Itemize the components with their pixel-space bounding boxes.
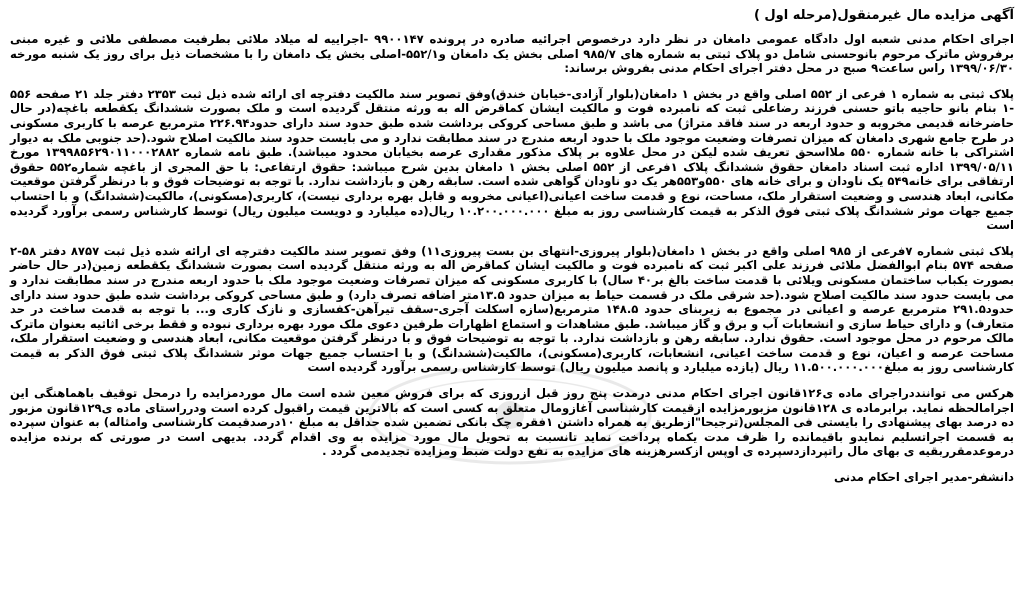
terms-paragraph: هرکس می تواننددراجرای ماده ی۱۲۶قانون اجرای احکام مدنی درمدت پنج روز قبل ازروزی که برای فروش معین شده است مال موردمزایده را درمحل توقیف باهماهنگی این اجرامالحظه نماید. برابرماده ی ۱۲۸قانون مزبورمزایده ازقیمت کارشناسی آغازومال متعلق به کسی است که بالاترین قیمت راقبول کرده است ودرراستای ماده ی۱۲۹قانون مزبور ده درصد بهای پیشنهادی را بایستی فی المجلس(ترجیحا"ازطریق به همراه داشتن ۱فقره چک بانکی تضمین شده حداقل به مبلغ ۱۰درصدقیمت کارشناسی وامثاله) به عنوان سپرده به قسمت اجراتسلیم نمایدو باقیمانده را ظرف مدت یکماه پرداخت نماید تانسبت به تحویل مال مورد مزایده به وی اقدام گردد. بدیهی است در صورتی که برنده مزایده درموعدمقرربقیه ی بهای مال راتپردازدسپرده ی اوپس ازکسرهزینه های مزایده به نفع دولت ضبط ومزایده تجدیدمی گردد .	[10, 386, 1015, 459]
intro-paragraph: اجرای احکام مدنی شعبه اول دادگاه عمومی دامغان در نظر دارد درخصوص اجرائیه صادره در پرونده ۹۹۰۰۱۴۷ -اجراییه له میلاد ملائی بطرفیت مصطفی ملائی و غیره مبنی برفروش ماترک مرحوم بانوحسنی شامل دو پلاک ثبتی به شماره های ۹۸۵/۷ اصلی بخش یک دامغان و۵۵۲/۱-اصلی بخش یک دامغان را با مشخصات ذیل برای روز یک شنبه مورخه ۱۳۹۹/۰۶/۳۰ راس ساعت۹ صبح در محل دفتر اجرای احکام مدنی بفروش برساند:	[10, 32, 1014, 76]
property-1-paragraph: پلاک ثبتی به شماره ۱ فرعی از ۵۵۲ اصلی واقع در بخش ۱ دامغان(بلوار آزادی-خیابان خندق)وفق تصویر سند مالکیت دفترچه ای ارائه شده ذیل ثبت ۲۳۵۳ دفتر جلد ۲۱ صفحه ۵۵۶ -۱ بنام بانو حاجیه باتو حسنی فرزند رضاعلی ثبت که نامبرده فوت و مالکیت ایشان کماقرض اله به ورثه منتقل گردیده است و ملک بصورت ششدانگ یکقطعه باغچه(در حال حاضرخانه قدیمی مخروبه و حدود اربعه در سند فاقد متراژ) می باشد و طبق مساحی کروکی برداشت شده طبق حدود سند دارای حدود۲۲۶.۹۴ مترمربع عرصه با کاربری مسکونی در طرح جامع شهری دامغان که میزان تصرفات وضعیت موجود ملک با حدود اربعه مندرج در سند مطابقت ندارد و می بایست حدود سند مالکیت اصلاح شود.(حد جنوبی ملک به دیوار اشتراکی با خانه شماره ۵۵۰ ملااسحق تعریف شده لیکن در محل علاوه بر پلاک مذکور مقداری عرصه بخیابان محدود میباشد). طبق نامه شماره ۱۳۹۹۸۵۶۲۹۰۱۱۰۰۰۲۸۸۲ مورخ ۱۳۹۹/۰۵/۱۱ اداره ثبت اسناد دامغان حقوق ششدانگ پلاک ۱فرعی از ۵۵۲ اصلی بخش ۱ دامغان بدین شرح میباشد: حقوق ارتفاعی: با حق المجری از باغچه شماره۵۵۲ حقوق ارتفاقی برای خانه۵۴۹ یک ناودان و برای خانه های ۵۵۰و۵۵۳هر یک دو ناودان گواهی شده است. سابقه رهن و بازداشت ندارد. با توجه به توضیحات فوق و با درنظر گرفتن موقعیت مکانی، ابعاد هندسی و وضعیت استقرار ملک، مساحت، نوع و قدمت ساخت اعیانی(اعیانی مخروبه و قابل بهره برداری نیست)، کاربری(مسکونی)، مالکیت(ششدانگ) و با احتساب جمیع جهات موثر ششدانگ پلاک ثبتی فوق الذکر به قیمت کارشناسی روز به مبلغ ۱۰.۲۰۰.۰۰۰.۰۰۰ ریال(ده میلیارد و دویست میلیون ریال) توسط کارشناس رسمی برآورد گردیده است	[10, 86, 1015, 233]
signature-line: دانشفر-مدیر اجرای احکام مدنی	[833, 470, 1014, 485]
notice-title: آگهی مزایده مال غیرمنقول(مرحله اول )	[753, 8, 1014, 23]
property-2-paragraph: پلاک ثبتی شماره ۷فرعی از ۹۸۵ اصلی واقع در بخش ۱ دامغان(بلوار پیروزی-انتهای بن بست پیروزی۱۱) وفق تصویر سند مالکیت دفترچه ای ارائه شده ذیل ثبت ۸۷۵۷ دفتر ۵۸-۲ صفحه ۵۷۴ بنام ابوالفضل ملائی فرزند علی اکبر ثبت که نامبرده فوت و مالکیت ایشان کماقرض اله به ورثه منتقل گردیده است بصورت ششدانگ یکقطعه زمین(در حال حاضر بصورت یکباب ساختمان مسکونی ویلائی با قدمت ساخت بالغ بر۴۰ سال) با کاربری مسکونی که میزان تصرفات وضعیت موجود ملک با حدود اربعه مندرج در سند مطابقت ندارد و می بایست حدود سند مالکیت اصلاح شود.(حد شرقی ملک در قسمت حیاط به میزان حدود ۱۳.۵متر اضافه تصرف دارد) و طبق مساحی کروکی برداشت شده طبق حدود سند دارای حدود۲۹۱.۵ مترمربع عرصه و اعیانی در مجموع به زیربنای حدود ۱۴۸.۵ مترمربع(سازه اسکلت آجری-سقف تیرآهن-کفسازی و نازک کاری و... با توجه به قدمت ساخت در حد متعارف) و دارای حیاط سازی و انشعابات آب و برق و گاز میباشد. طبق مشاهدات و استماع اظهارات طرفین دعوی ملک مورد بهره برداری نبوده و فقط برخی اثاثیه بعنوان ماترک مالک مرحوم در محل موجود است. حقوق ندارد. سابقه رهن و بازداشت ندارد. با توجه به توضیحات فوق و با درنظر گرفتن موقعیت مکانی، ابعاد هندسی و وضعیت استقرار ملک، مساحت عرصه و اعیان، نوع و قدمت ساخت اعیانی، انشعابات، کاربری(مسکونی)، مالکیت(ششدانگ) و با احتساب جمیع جهات موثر ششدانگ پلاک ثبتی فوق الذکر به قیمت کارشناسی روز به مبلغ۱۱.۵۰۰.۰۰۰.۰۰۰ ریال (یازده میلیارد و پانصد میلیون ریال) توسط کارشناس رسمی برآورد گردیده است	[10, 243, 1014, 375]
